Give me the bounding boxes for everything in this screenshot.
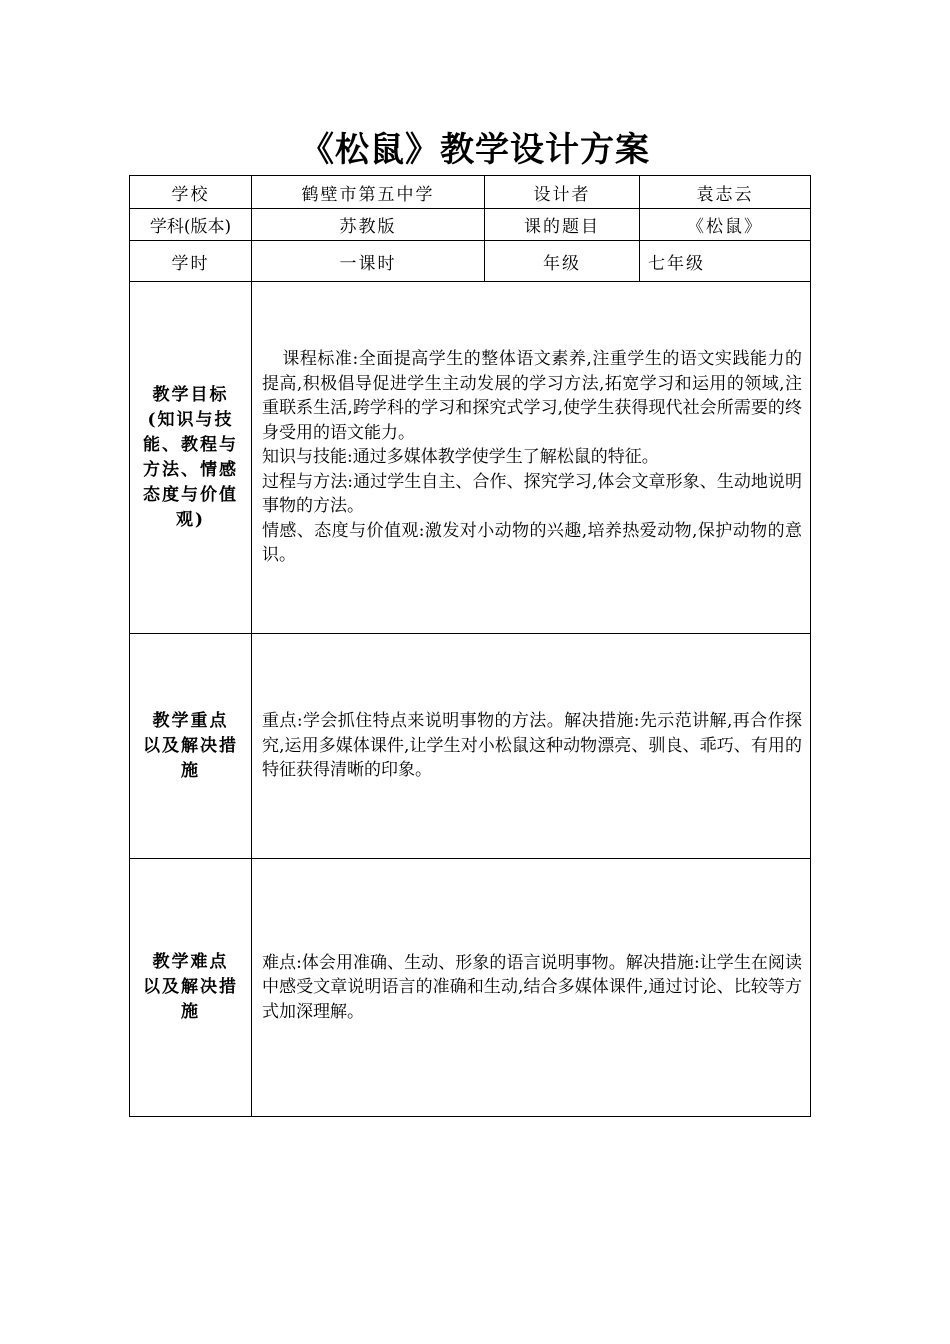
objectives-paragraph: 课程标准:全面提高学生的整体语文素养,注重学生的语文实践能力的提高,积极倡导促进学生主动发展的学习方法,拓宽学习和运用的领域,注重联系生活,跨学科的学习和探究式学习,使学生获得现代社会所需要的终身受用的语文能力。 <box>262 349 802 443</box>
table-row-school <box>130 176 811 209</box>
objectives-label-line: 能、教程与 <box>143 434 238 455</box>
difficult-points-content <box>252 859 811 1117</box>
difficult-points-paragraph: 难点:体会用准确、生动、形象的语言说明事物。解决措施:让学生在阅读中感受文章说明语言的准确和生动,结合多媒体课件,通过讨论、比较等方式加深理解。 <box>262 952 802 1022</box>
difficult-points-label-line: 以及解决措 <box>143 977 238 997</box>
objectives-label-line: 方法、情感 <box>143 459 238 480</box>
objectives-label-line: 观) <box>175 509 206 530</box>
objectives-paragraph: 知识与技能:通过多媒体教学使学生了解松鼠的特征。 <box>262 447 659 468</box>
grade-value: 七年级 <box>640 241 811 282</box>
key-points-content <box>252 634 811 859</box>
objectives-paragraph: 过程与方法:通过学生自主、合作、探究学习,体会文章形象、生动地说明事物的方法。 <box>262 471 802 517</box>
designer-label: 设计者 <box>485 176 640 209</box>
key-points-label-line: 教学重点 <box>152 710 229 731</box>
subject-label: 学科(版本) <box>130 209 252 241</box>
grade-label: 年级 <box>485 241 640 282</box>
table-row-subject <box>130 209 811 241</box>
objectives-label-line: (知识与技 <box>147 409 234 430</box>
school-label: 学校 <box>130 176 252 209</box>
topic-value: 《松鼠》 <box>640 209 811 241</box>
table-row-objectives <box>130 282 811 634</box>
subject-value: 苏教版 <box>252 209 485 241</box>
hours-value: 一课时 <box>252 241 485 282</box>
key-points-label-line: 施 <box>181 760 200 781</box>
key-points-label <box>130 634 252 859</box>
table-row-key-points <box>130 634 811 859</box>
difficult-points-label-line: 教学难点 <box>152 952 229 972</box>
objectives-paragraph: 情感、态度与价值观:激发对小动物的兴趣,培养热爱动物,保护动物的意识。 <box>262 520 802 566</box>
objectives-label <box>130 282 252 634</box>
difficult-points-label <box>130 859 252 1117</box>
designer-value: 袁志云 <box>640 176 811 209</box>
school-value: 鹤壁市第五中学 <box>252 176 485 209</box>
topic-label: 课的题目 <box>485 209 640 241</box>
table-row-difficult-points <box>130 859 811 1117</box>
objectives-label-line: 教学目标 <box>152 384 229 405</box>
key-points-label-line: 以及解决措 <box>143 735 238 756</box>
lesson-plan-table <box>129 175 811 1117</box>
table-row-hours <box>130 241 811 282</box>
objectives-content <box>252 282 811 634</box>
difficult-points-label-line: 施 <box>181 1002 200 1022</box>
key-points-paragraph: 重点:学会抓住特点来说明事物的方法。解决措施:先示范讲解,再合作探究,运用多媒体课件,让学生对小松鼠这种动物漂亮、驯良、乖巧、有用的特征获得清晰的印象。 <box>262 711 802 781</box>
objectives-label-line: 态度与价值 <box>143 484 238 505</box>
document-title: 《松鼠》教学设计方案 <box>300 130 650 170</box>
hours-label: 学时 <box>130 241 252 282</box>
